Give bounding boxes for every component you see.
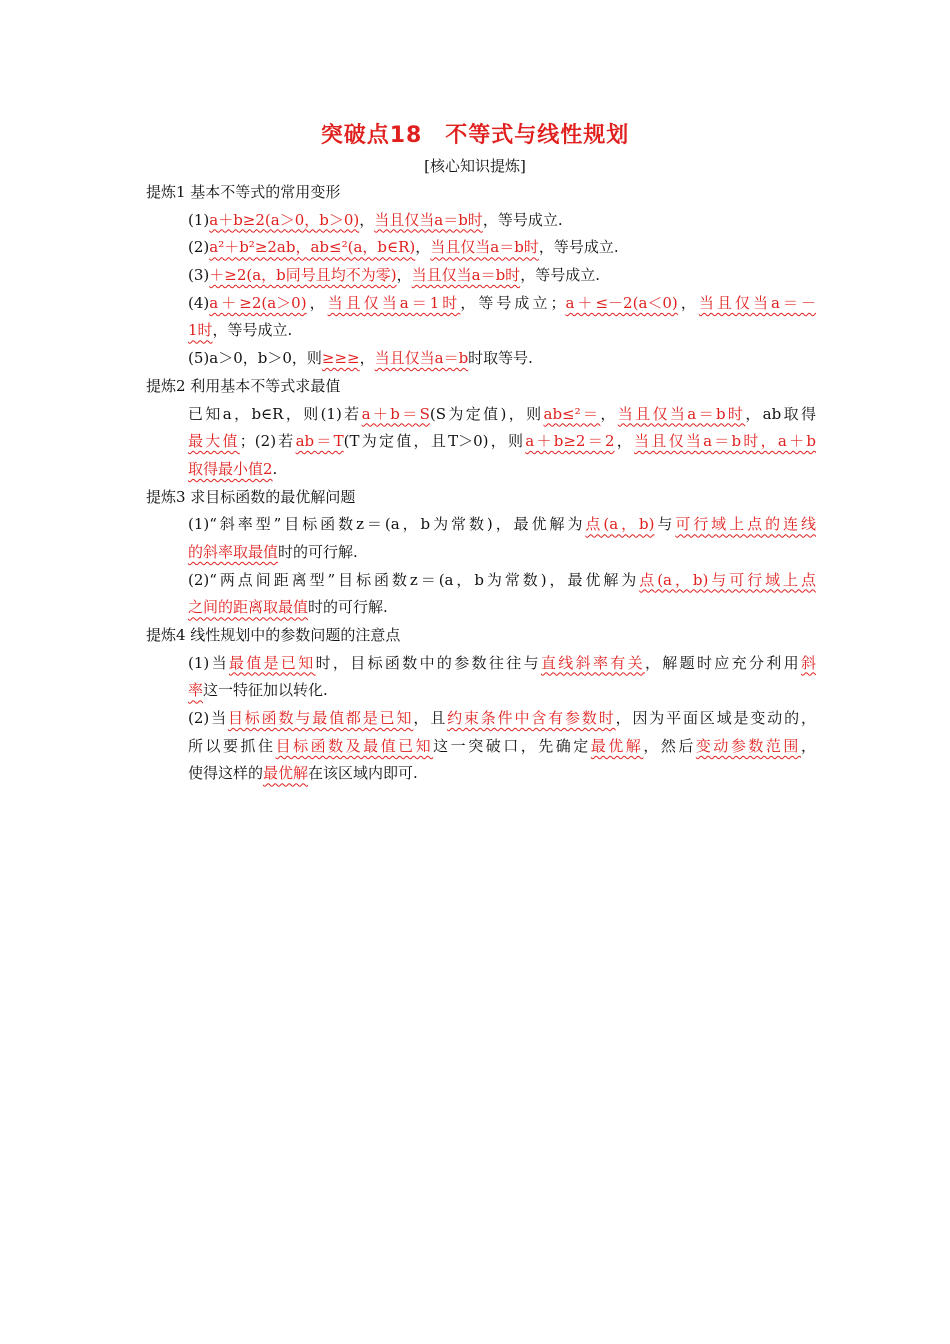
highlighted-text: ab≤²＝ xyxy=(543,404,601,423)
text-segment: 使得这样的 xyxy=(188,764,264,783)
list-item xyxy=(146,207,816,235)
list-item xyxy=(146,705,816,733)
text-segment: ， xyxy=(306,293,328,312)
text-segment: 已知a，b∈R，则(1)若 xyxy=(188,404,362,423)
highlighted-text: ab＝T xyxy=(295,432,344,451)
highlighted-text: 当且仅当a＝b时 xyxy=(411,266,521,285)
text-segment: ，然后 xyxy=(643,736,696,755)
text-segment: 这一突破口，先确定 xyxy=(433,736,591,755)
text-segment: ，解题时应充分利用 xyxy=(644,653,801,672)
list-item-continuation xyxy=(146,760,816,788)
text-segment: (T为定值，且T＞0)，则 xyxy=(343,432,526,451)
list-item-continuation xyxy=(146,317,816,345)
text-segment: ， xyxy=(415,238,431,257)
text-segment: ，等号成立. xyxy=(520,266,600,285)
section-heading xyxy=(146,622,816,650)
highlighted-text: ≥≥≥ xyxy=(321,349,360,368)
text-segment: 在该区域内即可. xyxy=(308,764,418,783)
highlighted-text: 当且仅当a＝b时 xyxy=(430,238,539,257)
text-segment: (1)当 xyxy=(188,653,229,672)
highlighted-text: 取得最小值2 xyxy=(188,459,273,478)
text-segment: 提炼1 基本不等式的常用变形 xyxy=(146,183,341,201)
list-item xyxy=(146,401,816,429)
highlighted-text: 当且仅当a＝b时 xyxy=(617,404,746,423)
list-item xyxy=(146,567,816,595)
highlighted-text: 之间的距离取最值 xyxy=(188,598,309,617)
list-item xyxy=(146,345,816,373)
highlighted-text: a＋≤－2(a＜0) xyxy=(565,293,678,312)
text-segment: (2)当 xyxy=(188,709,228,728)
text-segment: ，等号成立. xyxy=(538,238,619,257)
section-heading xyxy=(146,179,816,207)
highlighted-text: 约束条件中含有参数时 xyxy=(447,709,616,728)
highlighted-text: a＋b≥2(a＞0，b＞0) xyxy=(209,210,360,229)
list-item xyxy=(146,650,816,678)
highlighted-text: 直线斜率有关 xyxy=(540,653,645,672)
text-segment: ，等号成立； xyxy=(460,293,566,312)
text-segment: 时取等号. xyxy=(468,349,533,368)
list-item xyxy=(146,290,816,318)
text-segment: ，等号成立. xyxy=(212,321,293,340)
highlighted-text: 最优解 xyxy=(590,736,644,755)
text-segment: 时，目标函数中的参数往往与 xyxy=(315,653,541,672)
text-segment: ， xyxy=(614,432,635,451)
list-item-continuation xyxy=(146,428,816,456)
list-item-continuation xyxy=(146,539,816,567)
text-segment: 时的可行解. xyxy=(308,598,388,617)
highlighted-text: 当且仅当a＝－ xyxy=(698,293,816,312)
text-segment: ，因为平面区域是变动的， xyxy=(615,709,816,728)
highlighted-text: a＋b≥2＝2 xyxy=(525,432,615,451)
section-heading xyxy=(146,373,816,401)
highlighted-text: 当且仅当a＝1时 xyxy=(327,293,461,312)
highlighted-text: 最大值 xyxy=(188,432,240,451)
highlighted-text: 点(a，b) xyxy=(585,515,655,534)
text-segment: . xyxy=(272,459,278,478)
highlighted-text: 目标函数及最值已知 xyxy=(275,736,434,755)
text-segment: 时的可行解. xyxy=(278,542,358,561)
text-segment: 提炼2 利用基本不等式求最值 xyxy=(146,376,341,395)
highlighted-text: 可行域上点的连线 xyxy=(675,515,816,534)
text-segment: ， xyxy=(800,736,816,755)
list-item-continuation xyxy=(146,594,816,622)
list-item xyxy=(146,262,816,290)
text-segment: 这一特征加以转化. xyxy=(203,681,328,700)
text-segment: 与 xyxy=(654,515,676,534)
text-segment: (S为定值)，则 xyxy=(429,404,544,423)
list-item-continuation xyxy=(146,677,816,705)
highlighted-text: 当且仅当a＝b时，a＋b xyxy=(634,432,817,451)
highlighted-text: 点(a，b)与可行域上点 xyxy=(639,570,817,589)
document-body xyxy=(146,179,816,788)
highlighted-text: a＋b＝S xyxy=(361,404,430,423)
highlighted-text: 最优解 xyxy=(263,764,309,783)
highlighted-text: 变动参数范围 xyxy=(695,736,801,755)
text-segment: ；(2)若 xyxy=(239,432,296,451)
text-segment: ，且 xyxy=(413,709,448,728)
highlighted-text: 的斜率取最值 xyxy=(188,542,279,561)
highlighted-text: 目标函数与最值都是已知 xyxy=(227,709,414,728)
text-segment: (4) xyxy=(188,293,210,312)
text-segment: ， xyxy=(396,266,412,285)
text-segment: (3) xyxy=(188,266,210,285)
highlighted-text: a＋≥2(a＞0) xyxy=(209,293,307,312)
highlighted-text: 率 xyxy=(188,681,204,700)
text-segment: ，ab取得 xyxy=(745,404,816,423)
text-segment: ， xyxy=(359,210,375,229)
text-segment: 提炼3 求目标函数的最优解问题 xyxy=(146,487,356,506)
highlighted-text: 当且仅当a＝b时 xyxy=(374,210,483,229)
text-segment: ， xyxy=(600,404,618,423)
highlighted-text: ＋≥2(a，b同号且均不为零) xyxy=(209,266,397,285)
text-segment: ，等号成立. xyxy=(482,210,563,229)
highlighted-text: 最值是已知 xyxy=(228,653,316,672)
list-item xyxy=(146,511,816,539)
highlighted-text: 1时 xyxy=(188,321,213,340)
text-segment: (1) xyxy=(188,210,210,229)
text-segment: (2) xyxy=(188,238,210,257)
text-segment: 所以要抓住 xyxy=(188,736,276,755)
list-item xyxy=(146,234,816,262)
highlighted-text: a²＋b²≥2ab，ab≤²(a，b∈R) xyxy=(209,238,416,257)
page-title: 突破点18 不等式与线性规划 xyxy=(320,123,630,148)
section-heading xyxy=(146,484,816,512)
text-segment: (1)“斜率型”目标函数z＝(a，b为常数)，最优解为 xyxy=(188,515,586,534)
section-subtitle: [核心知识提炼] xyxy=(424,157,526,175)
list-item-continuation xyxy=(146,456,816,484)
text-segment: ， xyxy=(677,293,699,312)
highlighted-text: 斜 xyxy=(800,653,816,672)
text-segment: 提炼4 线性规划中的参数问题的注意点 xyxy=(146,626,401,644)
text-segment: (2)“两点间距离型”目标函数z＝(a，b为常数)，最优解为 xyxy=(188,570,640,589)
text-segment: (5)a＞0，b＞0，则 xyxy=(188,349,322,368)
list-item-continuation xyxy=(146,733,816,761)
highlighted-text: 当且仅当a＝b xyxy=(374,349,469,368)
text-segment: ， xyxy=(359,349,375,368)
